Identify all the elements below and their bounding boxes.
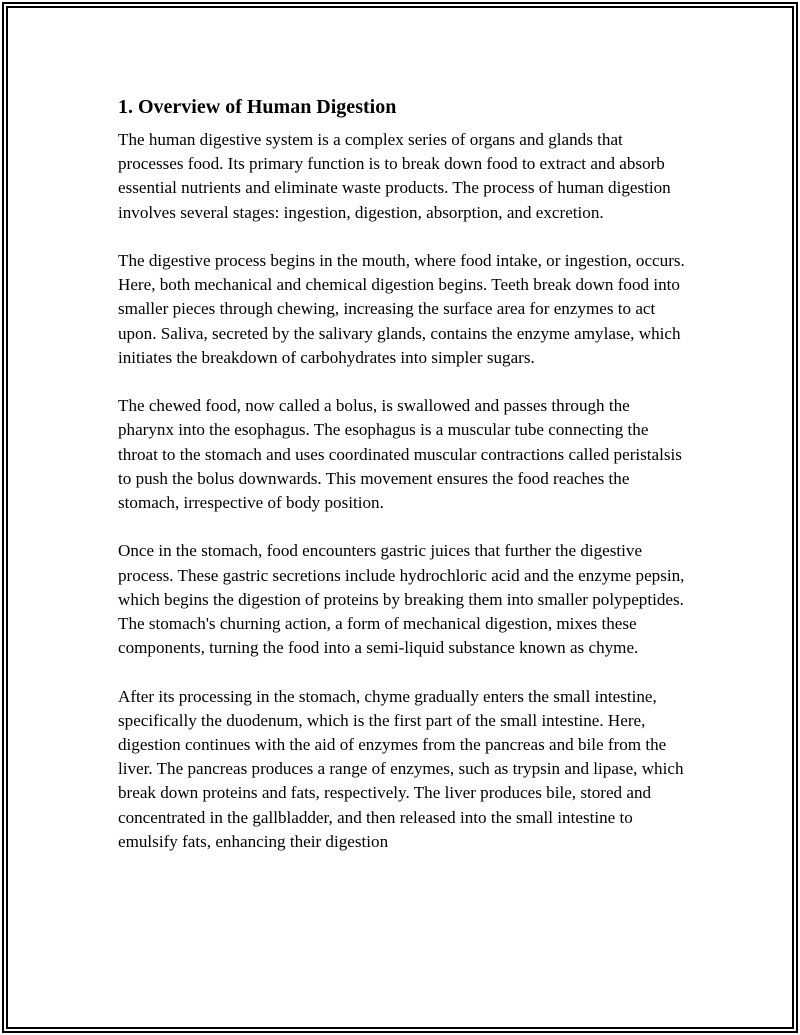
paragraph-overview: The human digestive system is a complex series of organs and glands that processes food. Its primary function is to break down food to extract and absorb essential nutrients and eliminate waste products. The process of human digestion involves several stages: ingestion, digestion, absorption, and excretion. (118, 130, 671, 222)
document-body (118, 94, 688, 878)
paragraph-small-intestine: After its processing in the stomach, chyme gradually enters the small intestine, specifically the duodenum, which is the first part of the small intestine. Here, digestion continues with the aid of enzymes from the pancreas and bile from the liver. The pancreas produces a range of enzymes, such as trypsin and lipase, which break down proteins and fats, respectively. The liver produces bile, stored and concentrated in the gallbladder, and then released into the small intestine to emulsify fats, enhancing their digestion (118, 686, 684, 851)
paragraph-esophagus: The chewed food, now called a bolus, is swallowed and passes through the pharynx into the esophagus. The esophagus is a muscular tube connecting the throat to the stomach and uses coordinated muscular contractions called peristalsis to push the bolus downwards. This movement ensures the food reaches the stomach, irrespective of body position. (118, 396, 682, 513)
paragraph-stomach: Once in the stomach, food encounters gastric juices that further the digestive process. These gastric secretions include hydrochloric acid and the enzyme pepsin, which begins the digestion of proteins by breaking them into smaller polypeptides. The stomach's churning action, a form of mechanical digestion, mixes these components, turning the food into a semi-liquid substance known as chyme. (118, 541, 685, 658)
paragraph-mouth: The digestive process begins in the mouth, where food intake, or ingestion, occurs. Here, both mechanical and chemical digestion begins. Teeth break down food into smaller pieces through chewing, increasing the surface area for enzymes to act upon. Saliva, secreted by the salivary glands, contains the enzyme amylase, which initiates the breakdown of carbohydrates into simpler sugars. (118, 251, 685, 367)
section-heading: 1. Overview of Human Digestion (118, 96, 397, 118)
